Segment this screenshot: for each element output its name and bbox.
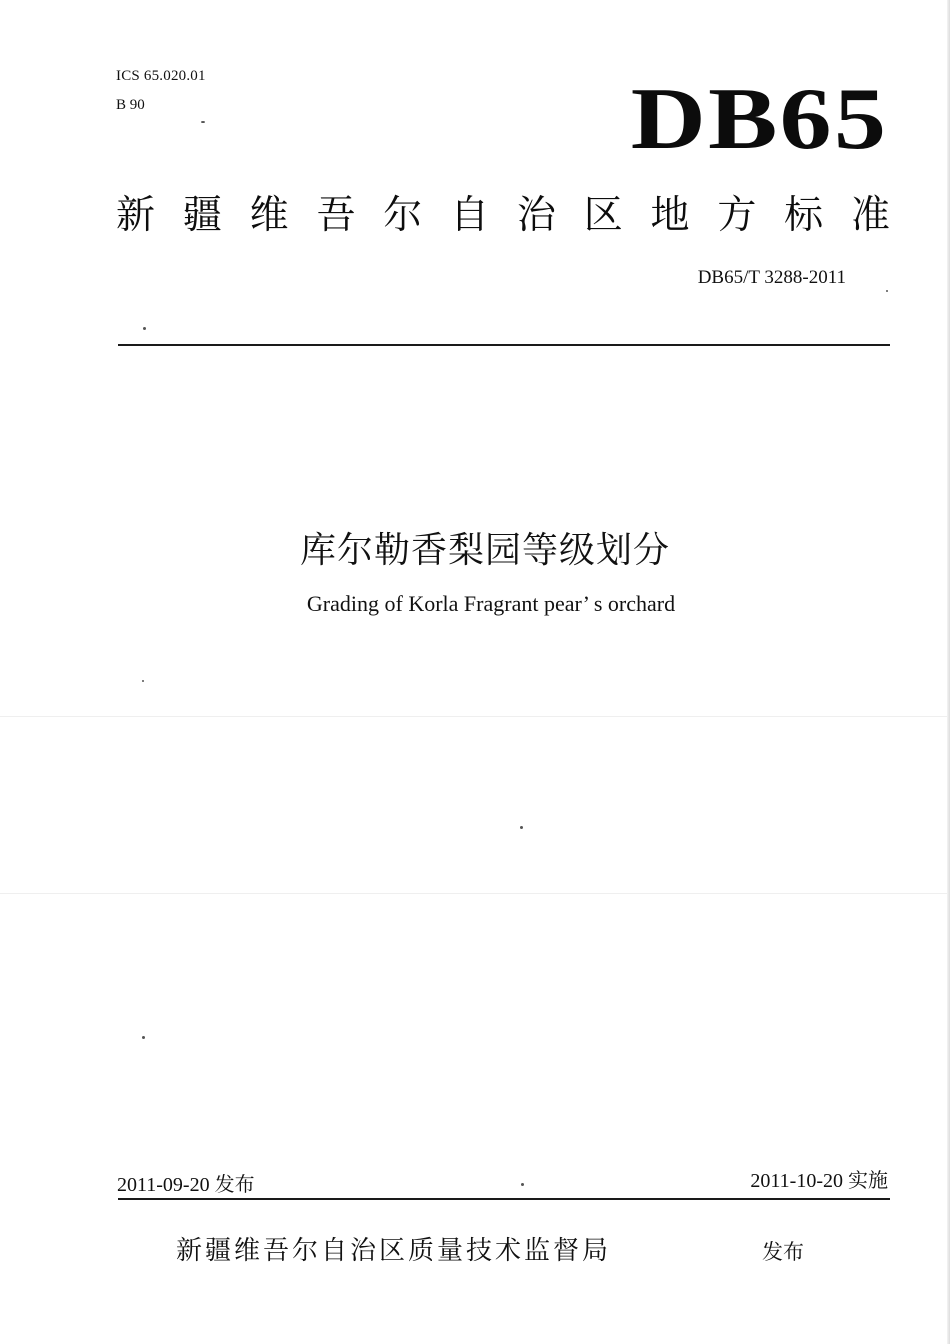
scan-speck [142,1036,145,1039]
scan-speck [886,290,888,292]
standard-code: DB65/T 3288-2011 [697,267,846,288]
scan-speck [201,121,205,123]
publish-date: 2011-09-20 发布 [117,1174,255,1196]
top-divider [118,344,890,346]
standard-logo: DB65 [630,71,888,168]
bottom-divider [118,1198,890,1200]
scan-line [0,893,950,894]
scan-speck [142,680,144,682]
title-english: Grading of Korla Fragrant pear’ s orchard [306,591,676,616]
scan-speck [521,1183,524,1186]
implementation-date: 2011-10-20 实施 [750,1170,888,1192]
scan-speck [143,327,146,330]
classification-code: B 90 [116,97,145,113]
scan-line [0,716,950,717]
standard-type-name: 新疆维吾尔自治区地方标准 [116,193,890,238]
scan-speck [520,826,523,829]
ics-code: ICS 65.020.01 [116,68,206,84]
title-chinese: 库尔勒香梨园等级划分 [299,530,670,571]
issue-label: 发布 [762,1240,804,1264]
issuing-authority: 新疆维吾尔自治区质量技术监督局 [176,1236,612,1266]
